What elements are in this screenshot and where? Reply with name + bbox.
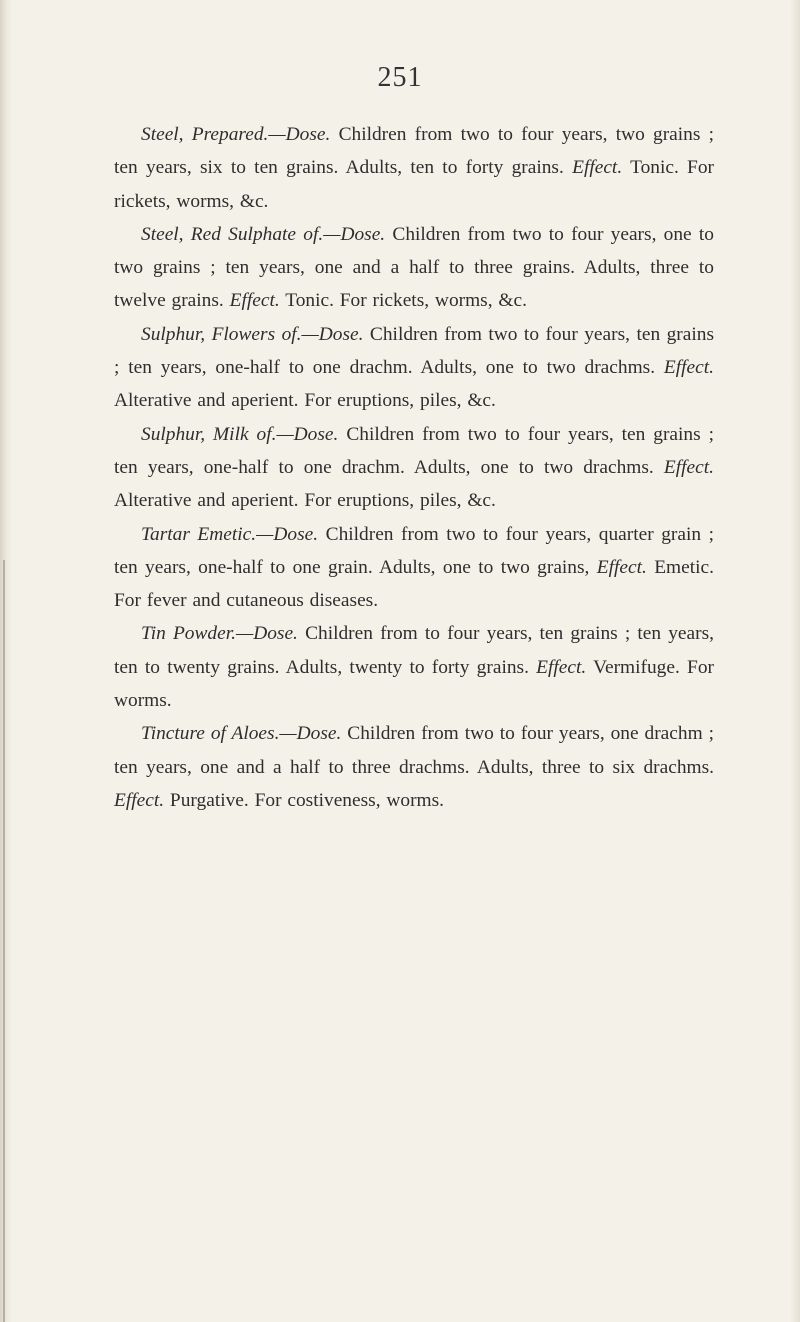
effect-text: Tonic. For rickets, worms, &c. [279, 290, 527, 312]
entry-name: Tartar Emetic. [141, 523, 257, 545]
entry-name: Steel, Prepared. [141, 124, 269, 145]
entry-name: Sulphur, Flowers of. [141, 323, 302, 345]
dose-text: Children from two to four years, ten grains ; ten years, one-half to one drachm. Adults, one to two drachms. [114, 423, 714, 478]
dose-label: —Dose. [268, 124, 331, 145]
entry-name: Sulphur, Milk of. [141, 423, 277, 445]
effect-label: Effect. [572, 157, 623, 179]
dose-text: Children from to four years, ten grains ; ten years, ten to twenty grains. Adults, twenty to forty grains. [114, 623, 714, 678]
effect-label: Effect. [114, 789, 165, 811]
dose-text: Children from two to four years, quarter grain ; ten years, one-half to one grain. Adults, one to two grains, [114, 523, 715, 578]
effect-text: Purgative. For costiveness, worms. [164, 789, 445, 811]
dose-label: —Dose. [323, 223, 386, 245]
dose-text: Children from two to four years, one drachm ; ten years, one and a half to three drachms. Adults, three to six drachms. [114, 723, 714, 778]
effect-label: Effect. [596, 556, 647, 578]
effect-label: Effect. [229, 290, 280, 312]
entries-text-block [114, 118, 714, 817]
entry-name: Steel, Red Sulphate of. [141, 223, 324, 245]
entry-steel-red-sulphate [114, 218, 714, 318]
dose-label: —Dose. [256, 523, 319, 545]
entry-steel-prepared [114, 118, 714, 218]
effect-text: Alterative and aperient. For eruptions, piles, &c. [114, 390, 496, 412]
dose-label: —Dose. [279, 723, 342, 745]
entry-tincture-aloes [114, 717, 714, 817]
dose-text: Children from two to four years, ten grains ; ten years, one-half to one drachm. Adults, one to two drachms. [114, 323, 714, 379]
effect-text: Tonic. For rickets, worms, &c. [114, 157, 714, 212]
page-left-edge-shadow [0, 0, 12, 1322]
effect-text: Emetic. For fever and cutaneous diseases. [114, 556, 714, 612]
effect-text: Vermifuge. For worms. [114, 656, 714, 712]
effect-text: Alterative and aperient. For eruptions, piles, &c. [114, 490, 496, 512]
dose-label: —Dose. [301, 323, 364, 345]
binding-edge-line [3, 560, 5, 1322]
entry-name: Tincture of Aloes. [141, 723, 280, 745]
entry-name: Tin Powder. [141, 623, 236, 645]
dose-label: —Dose. [276, 423, 339, 445]
effect-label: Effect. [663, 456, 714, 478]
entry-sulphur-milk [114, 418, 714, 518]
effect-label: Effect. [536, 656, 587, 678]
page-right-edge-shadow [790, 0, 800, 1322]
entry-tin-powder [114, 617, 714, 717]
effect-label: Effect. [663, 357, 714, 379]
dose-text: Children from two to four years, two grains ; ten years, six to ten grains. Adults, ten to forty grains. [114, 124, 714, 179]
page-number: 251 [377, 62, 423, 93]
entry-tartar-emetic [114, 518, 714, 618]
entry-sulphur-flowers [114, 318, 714, 418]
dose-label: —Dose. [235, 623, 298, 645]
dose-text: Children from two to four years, one to two grains ; ten years, one and a half to three grains. Adults, three to twelve grains. [114, 223, 714, 312]
